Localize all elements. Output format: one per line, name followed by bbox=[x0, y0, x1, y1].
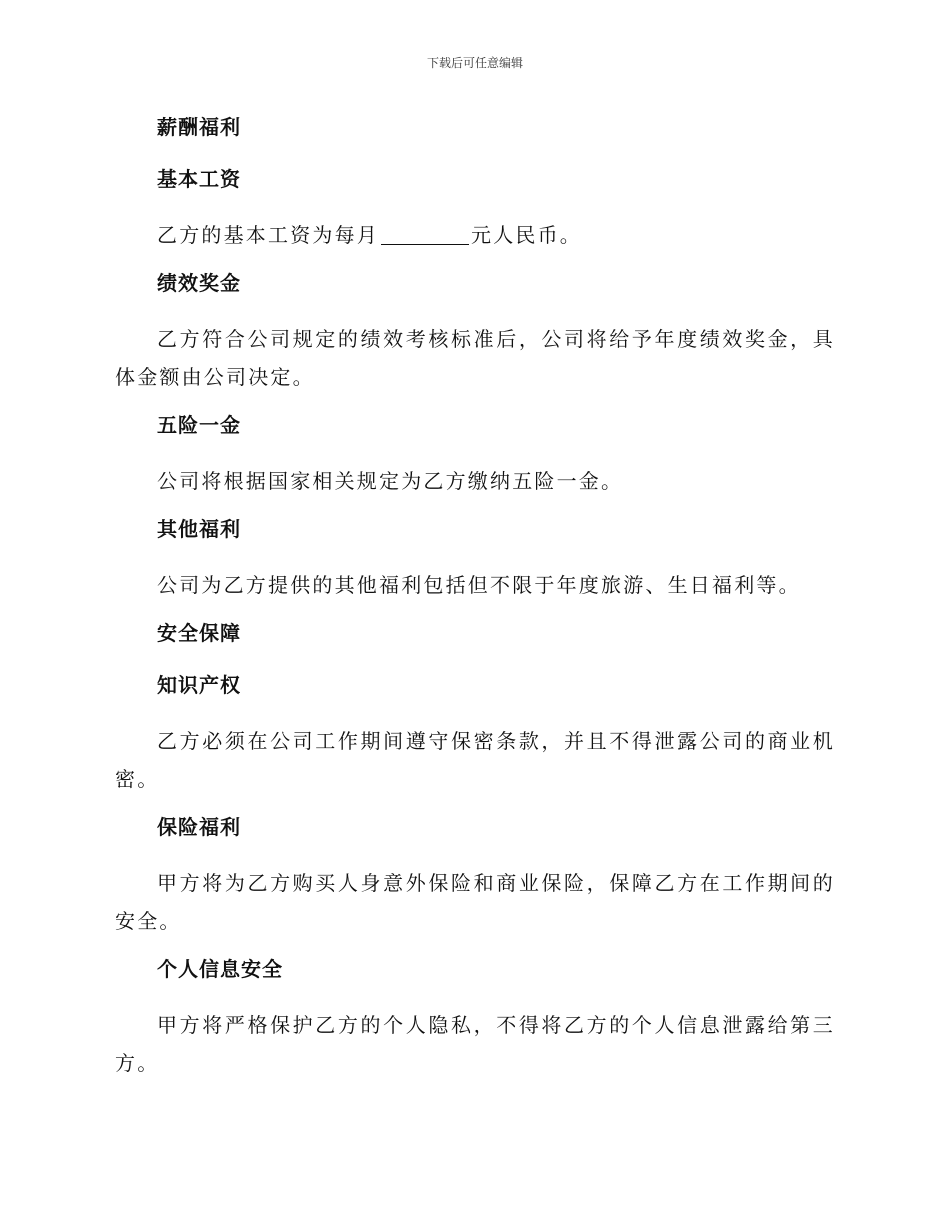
paragraph-ip: 乙方必须在公司工作期间遵守保密条款，并且不得泄露公司的商业机密。 bbox=[115, 729, 835, 791]
heading-salary-benefits: 薪酬福利 bbox=[157, 115, 241, 139]
paragraph-privacy: 甲方将严格保护乙方的个人隐私，不得将乙方的个人信息泄露给第三方。 bbox=[115, 1013, 835, 1075]
paragraph-insurance: 甲方将为乙方购买人身意外保险和商业保险，保障乙方在工作期间的安全。 bbox=[115, 871, 835, 933]
heading-social-insurance: 五险一金 bbox=[157, 413, 241, 437]
paragraph-social-insurance: 公司将根据国家相关规定为乙方缴纳五险一金。 bbox=[157, 469, 624, 493]
page-header-note: 下载后可任意编辑 bbox=[426, 56, 523, 70]
paragraph-basic-salary bbox=[115, 216, 835, 254]
basic-salary-text-after: 元人民币。 bbox=[471, 223, 582, 247]
salary-amount-blank bbox=[381, 224, 469, 245]
heading-ip: 知识产权 bbox=[157, 673, 241, 697]
basic-salary-text-before: 乙方的基本工资为每月 bbox=[157, 223, 379, 247]
heading-safety: 安全保障 bbox=[157, 621, 241, 645]
heading-other-benefits: 其他福利 bbox=[157, 517, 241, 541]
document-body bbox=[115, 112, 835, 1082]
heading-insurance: 保险福利 bbox=[157, 815, 241, 839]
paragraph-other-benefits: 公司为乙方提供的其他福利包括但不限于年度旅游、生日福利等。 bbox=[157, 573, 801, 597]
heading-basic-salary: 基本工资 bbox=[157, 167, 241, 191]
heading-performance-bonus: 绩效奖金 bbox=[157, 271, 241, 295]
heading-privacy: 个人信息安全 bbox=[157, 957, 283, 981]
paragraph-performance-bonus: 乙方符合公司规定的绩效考核标准后，公司将给予年度绩效奖金，具体金额由公司决定。 bbox=[115, 327, 835, 389]
